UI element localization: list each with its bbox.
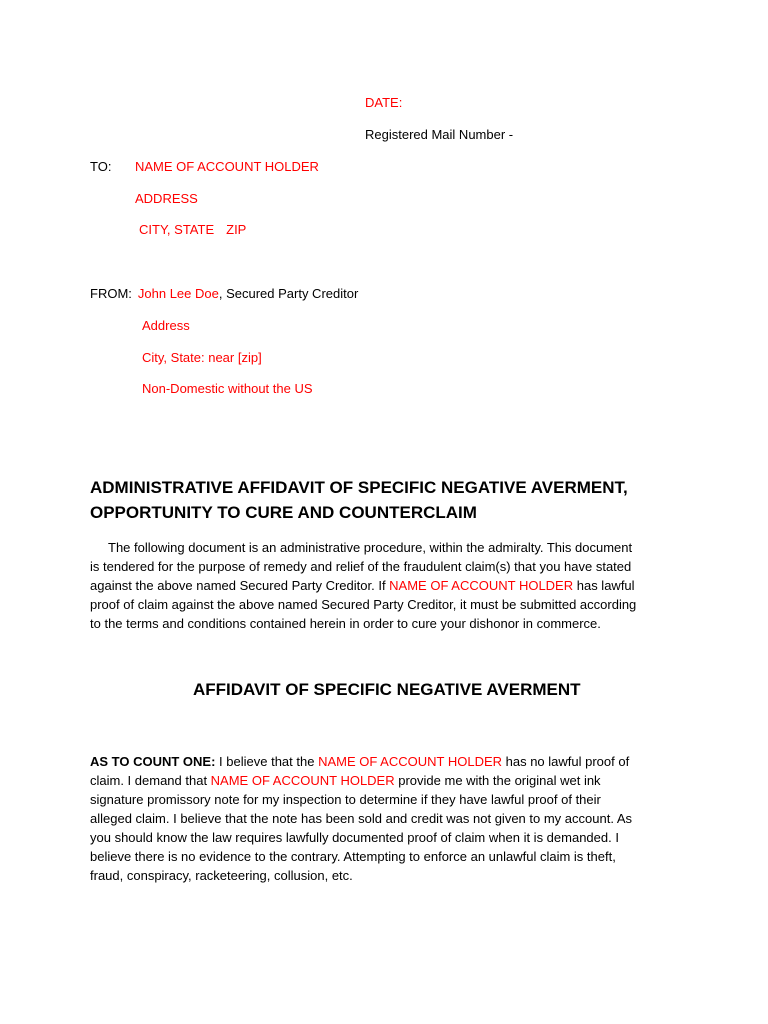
to-address: ADDRESS [135,191,198,206]
from-title: , Secured Party Creditor [218,286,359,301]
to-city-state: CITY, STATE [139,222,215,237]
count-one-paragraph: AS TO COUNT ONE: I believe that the NAME OF ACCOUNT HOLDER has no lawful proof of claim. I demand that NAME OF ACCOUNT HOLDER provide me with the original wet ink signature promissory note for my inspection to determine if they have lawful proof of their alleged claim. I believe that the note has been sold and credit was not given to my account. As you should know the law requires lawfully documented proof of claim when it is demanded. I believe there is no evidence to the contrary. Attempting to enforce an unlawful claim is theft, fraud, conspiracy, racketeering, collusion, etc. [90,754,632,883]
section-heading: AFFIDAVIT OF SPECIFIC NEGATIVE AVERMENT [193,680,581,699]
to-label: TO: [90,159,112,174]
from-name: John Lee Doe [137,286,219,301]
main-title-line-1: ADMINISTRATIVE AFFIDAVIT OF SPECIFIC NEGATIVE AVERMENT, [90,478,628,497]
from-address: Address [142,318,190,333]
main-title-line-2: OPPORTUNITY TO CURE AND COUNTERCLAIM [90,503,477,522]
count-one-label: AS TO COUNT ONE: [90,754,216,769]
from-non-domestic: Non-Domestic without the US [142,381,313,396]
registered-mail-line: Registered Mail Number - [365,127,514,142]
from-label: FROM: [90,286,132,301]
from-line [90,286,358,302]
date-label: DATE: [365,95,403,110]
intro-paragraph: The following document is an administrative procedure, within the admiralty. This document is tendered for the purpose of remedy and relief of the fraudulent claim(s) that you have stated against the above named Secured Party Creditor. If NAME OF ACCOUNT HOLDER has lawful proof of claim against the above named Secured Party Creditor, it must be submitted according to the terms and conditions contained herein in order to cure your dishonor in commerce. [90,540,637,631]
to-name: NAME OF ACCOUNT HOLDER [135,159,319,174]
intro-account-holder: NAME OF ACCOUNT HOLDER [389,578,574,593]
to-zip: ZIP [226,222,247,237]
to-city-state-zip [139,222,246,238]
from-city-state: City, State: near [zip] [142,350,262,365]
